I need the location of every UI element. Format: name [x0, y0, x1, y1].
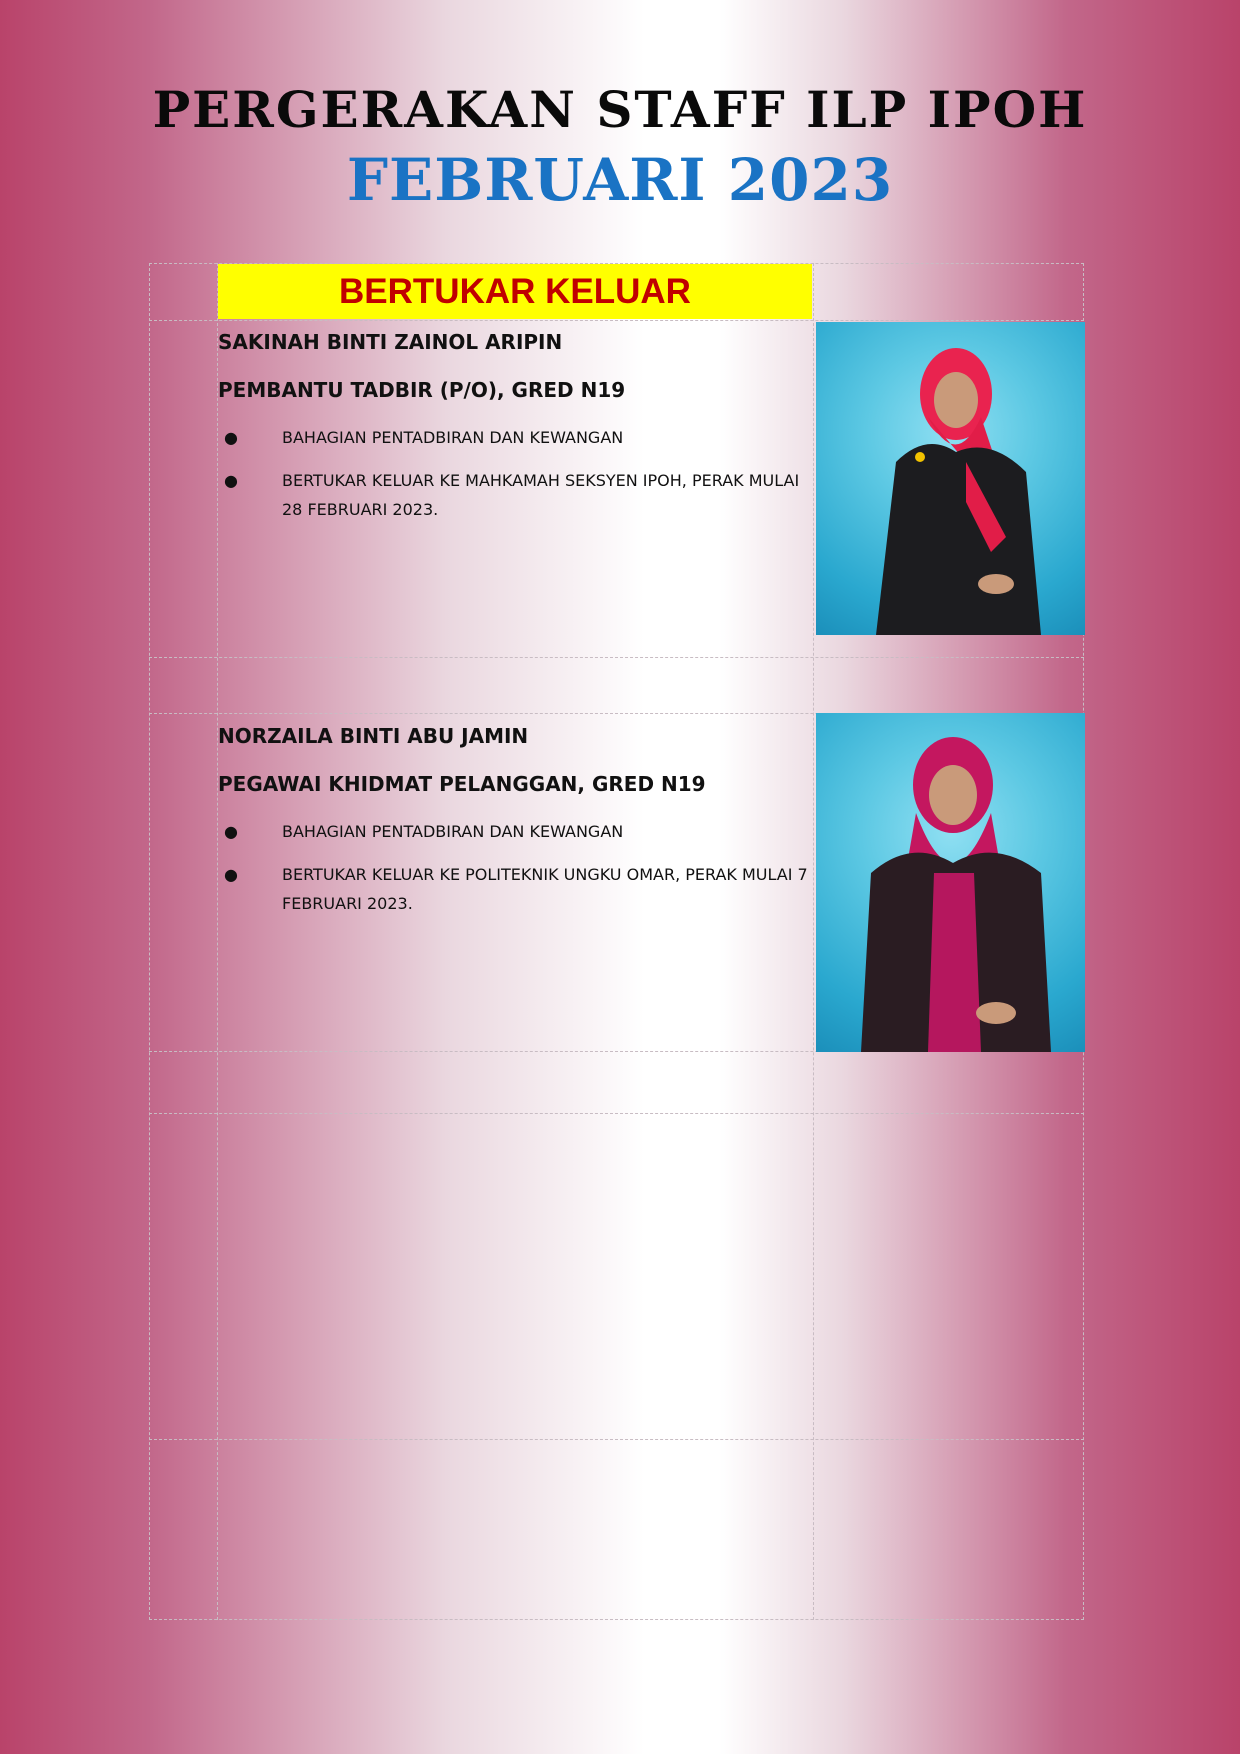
- portrait-illustration: [816, 713, 1085, 1052]
- staff-details: [218, 423, 808, 524]
- detail-text: BERTUKAR KELUAR KE POLITEKNIK UNGKU OMAR, PERAK MULAI 7 FEBRUARI 2023.: [282, 865, 808, 913]
- staff-photo: [816, 322, 1085, 635]
- staff-details: [218, 817, 808, 918]
- bullet-icon: ●: [224, 822, 238, 841]
- bullet-icon: ●: [224, 865, 238, 884]
- detail-item: [218, 860, 808, 918]
- staff-position: PEMBANTU TADBIR (P/O), GRED N19: [218, 378, 626, 402]
- staff-photo: [816, 713, 1085, 1052]
- table-rule: [149, 320, 1084, 321]
- detail-text: BAHAGIAN PENTADBIRAN DAN KEWANGAN: [282, 428, 624, 447]
- staff-name: SAKINAH BINTI ZAINOL ARIPIN: [218, 330, 563, 354]
- detail-text: BAHAGIAN PENTADBIRAN DAN KEWANGAN: [282, 822, 624, 841]
- table-rule: [813, 263, 814, 1620]
- detail-text: BERTUKAR KELUAR KE MAHKAMAH SEKSYEN IPOH, PERAK MULAI 28 FEBRUARI 2023.: [282, 471, 800, 519]
- detail-item: [218, 423, 808, 452]
- detail-item: [218, 817, 808, 846]
- table-rule: [149, 1439, 1084, 1440]
- page-title: PERGERAKAN STAFF ILP IPOH: [152, 80, 1088, 139]
- table-rule: [149, 263, 150, 1620]
- portrait-illustration: [816, 322, 1085, 635]
- staff-name: NORZAILA BINTI ABU JAMIN: [218, 724, 529, 748]
- page-subtitle: FEBRUARI 2023: [346, 146, 894, 214]
- table-rule: [149, 1113, 1084, 1114]
- bullet-icon: ●: [224, 428, 238, 447]
- staff-position: PEGAWAI KHIDMAT PELANGGAN, GRED N19: [218, 772, 706, 796]
- detail-item: [218, 466, 808, 524]
- staff-entry: [218, 723, 808, 932]
- table-rule: [149, 657, 1084, 658]
- bullet-icon: ●: [224, 471, 238, 490]
- table-rule: [149, 1619, 1084, 1620]
- staff-entry: [218, 329, 808, 538]
- section-header-bertukar-keluar: BERTUKAR KELUAR: [218, 264, 812, 319]
